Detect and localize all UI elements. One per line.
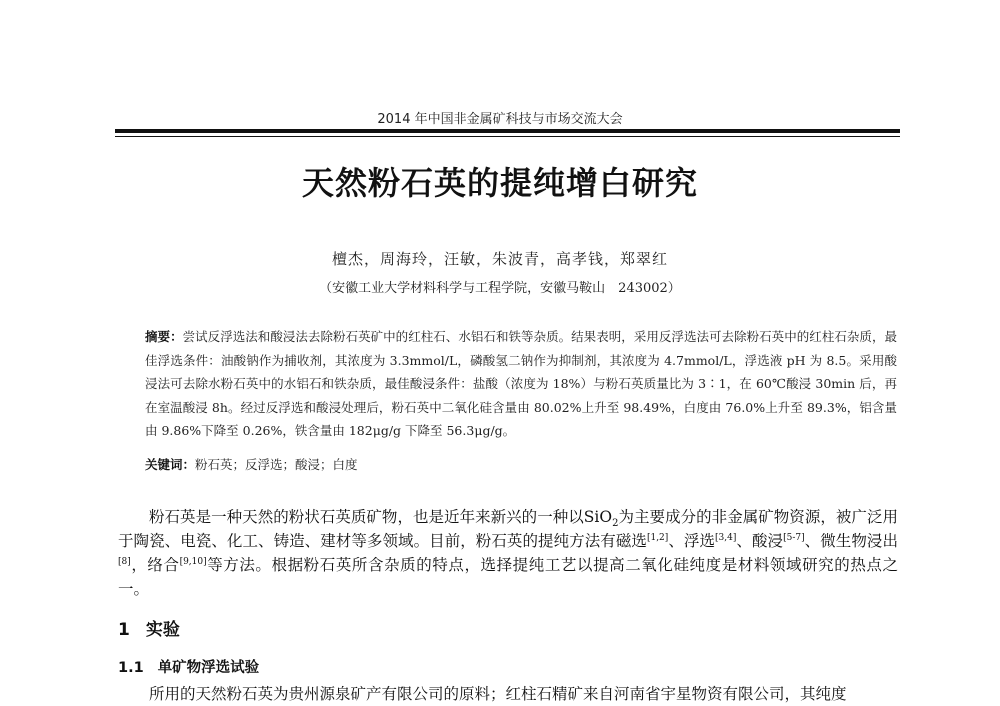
section-number: 1: [118, 620, 130, 640]
subsection-title: 单矿物浮选试验: [157, 660, 260, 676]
intro-text-2: 为主要成分的非金属矿物资源，被广泛用于陶瓷、电瓷、化工、铸造、建材等多领域。目前，粉石英的提纯方法有磁选: [118, 508, 898, 550]
intro-text-4: 、酸浸: [736, 532, 784, 550]
subsection-heading-1-1: [118, 656, 259, 677]
keywords: [145, 455, 897, 475]
abstract-text: 尝试反浮选法和酸浸法去除粉石英矿中的红柱石、水铝石和铁等杂质。结果表明，采用反浮选法可去除粉石英中的红柱石杂质，最佳浮选条件：油酸钠作为捕收剂，其浓度为 3.3mmol/L，磷酸氢二钠作为抑制剂，其浓度为 4.7mmol/L，浮选液 pH 为 8.5。采用酸浸法可去除水粉石英中的水铝石和铁杂质，最佳酸浸条件：盐酸（浓度为 18%）与粉石英质量比为 3∶1，在 60℃酸浸 30min 后，再在室温酸浸 8h。经过反浮选和酸浸处理后，粉石英中二氧化硅含量由 80.02%上升至 98.49%，白度由 76.0%上升至 89.3%，铝含量由 9.86%下降至 0.26%，铁含量由 182μg/g 下降至 56.3μg/g。: [145, 329, 897, 438]
header-rule-thick: [115, 129, 900, 133]
paper-authors: 檀杰，周海玲，汪敏，朱波青，高孝钱，郑翠红: [331, 250, 668, 268]
sio2-formula: [583, 508, 619, 530]
paper-title: 天然粉石英的提纯增白研究: [301, 164, 698, 202]
citation-ref: [3,4]: [715, 532, 737, 543]
citation-ref: [1,2]: [646, 532, 669, 543]
abstract: [145, 325, 897, 443]
subsection-number: 1.1: [118, 660, 144, 676]
abstract-label: 摘要：: [145, 329, 183, 344]
citation-ref: [9,10]: [179, 556, 207, 567]
section-title: 实验: [145, 620, 180, 640]
citation-ref: [8]: [118, 556, 131, 567]
citation-ref: [5-7]: [783, 532, 805, 543]
intro-text-7: 等方法。根据粉石英所含杂质的特点，选择提纯工艺以提高二氧化硅纯度是材料领域研究的热点之一。: [118, 556, 898, 598]
section-heading-1: [118, 615, 180, 640]
sio2-base: SiO: [583, 508, 613, 526]
keywords-text: 粉石英；反浮选；酸浸；白度: [195, 457, 358, 472]
keywords-label: 关键词：: [145, 457, 196, 472]
paper-affiliation: （安徽工业大学材料科学与工程学院，安徽马鞍山 243002）: [319, 281, 681, 296]
intro-text-1: 粉石英是一种天然的粉状石英质矿物，也是近年来新兴的一种以: [149, 508, 584, 526]
intro-paragraph: [118, 505, 898, 601]
intro-text-5: 、微生物浸出: [804, 532, 898, 550]
sio2-subscript: 2: [612, 518, 619, 530]
body-paragraph: 所用的天然粉石英为贵州源泉矿产有限公司的原料；红柱石精矿来自河南省宇星物资有限公司，其纯度: [149, 685, 847, 703]
intro-text-3: 、浮选: [668, 532, 716, 550]
header-rule-thin: [115, 136, 900, 137]
conference-header: 2014 年中国非金属矿科技与市场交流大会: [377, 112, 623, 127]
intro-text-6: ，络合: [130, 556, 180, 574]
